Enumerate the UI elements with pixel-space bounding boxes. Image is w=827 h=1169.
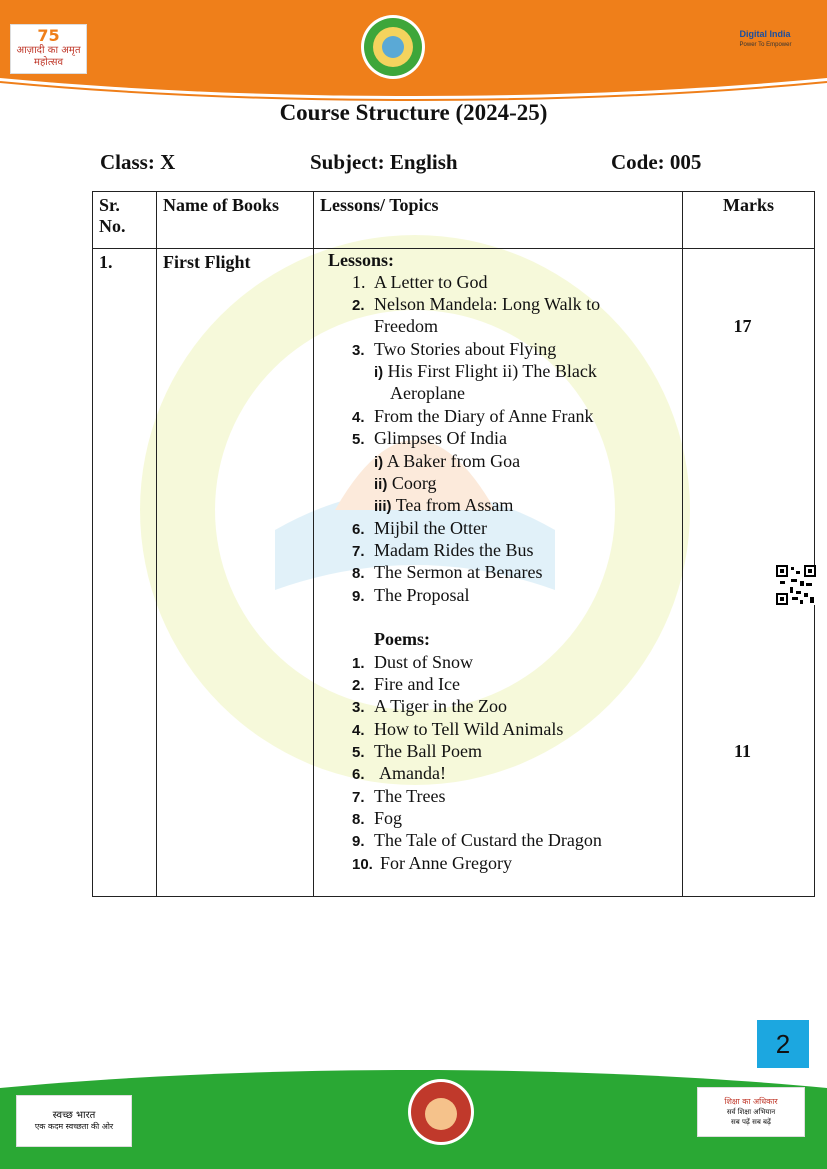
lesson-item: 6. Mijbil the Otter: [352, 518, 487, 538]
page-number-badge: 2: [757, 1020, 809, 1068]
lessons-marks: 17: [733, 316, 752, 336]
lesson-item: 9. The Proposal: [352, 585, 470, 605]
book-name-cell: First Flight: [163, 252, 251, 272]
poem-item: 6. Amanda!: [352, 763, 446, 783]
swachh-bharat-logo: स्वच्छ भारत एक कदम स्वच्छता की ओर: [16, 1095, 132, 1147]
lesson-item: 7. Madam Rides the Bus: [352, 540, 534, 560]
lesson-item: 8. The Sermon at Benares: [352, 562, 543, 582]
lessons-topics-cell: [314, 249, 682, 894]
lesson-item: 2. Nelson Mandela: Long Walk to: [352, 294, 601, 314]
lesson-item: 5. Glimpses Of India: [352, 428, 507, 448]
lesson-item-continuation: Freedom: [374, 316, 438, 336]
qr-code: [776, 565, 816, 605]
poem-item: 8. Fog: [352, 808, 403, 828]
table-header-row: [93, 192, 815, 249]
poem-item: 4. How to Tell Wild Animals: [352, 719, 564, 739]
sr-no-cell: 1.: [99, 252, 113, 272]
lesson-sub-item: i) His First Flight ii) The Black: [374, 361, 597, 381]
table-row: [93, 249, 815, 897]
header-sr-no: Sr. No.: [93, 192, 157, 249]
lesson-sub-item: iii) Tea from Assam: [374, 495, 514, 515]
class-label: Class: X: [100, 150, 176, 174]
lesson-sub-item-continuation: Aeroplane: [390, 383, 465, 403]
poem-item: 9. The Tale of Custard the Dragon: [352, 830, 602, 850]
header-lessons-topics: Lessons/ Topics: [314, 192, 683, 249]
poem-item: 2. Fire and Ice: [352, 674, 460, 694]
lesson-item: 3. Two Stories about Flying: [352, 339, 557, 359]
poem-item: 5. The Ball Poem: [352, 741, 482, 761]
lesson-sub-item: ii) Coorg: [374, 473, 437, 493]
poems-heading: Poems:: [374, 629, 430, 649]
lesson-item: 4. From the Diary of Anne Frank: [352, 406, 594, 426]
lesson-item: 1. A Letter to God: [352, 272, 488, 292]
digital-india-logo: Digital India Power To Empower: [739, 29, 792, 48]
poem-item: 3. A Tiger in the Zoo: [352, 696, 508, 716]
azadi-ka-amrit-mahotsav-logo: 75 आज़ादी का अमृत महोत्सव: [10, 24, 87, 74]
poems-marks: 11: [733, 741, 751, 761]
poem-item: 10. For Anne Gregory: [352, 853, 512, 873]
header-banner: [0, 0, 827, 105]
poem-item: 7. The Trees: [352, 786, 446, 806]
shiksha-ka-adhikar-logo: शिक्षा का अधिकार सर्व शिक्षा अभियान सब पढ़ें सब बढ़ें: [697, 1087, 805, 1137]
subject-label: Subject: English: [310, 150, 458, 174]
page-title: Course Structure (2024-25): [279, 100, 548, 125]
code-label: Code: 005: [611, 150, 702, 174]
lessons-heading: Lessons:: [328, 250, 395, 270]
poem-item: 1. Dust of Snow: [352, 652, 474, 672]
course-structure-table: [92, 191, 815, 897]
lesson-sub-item: i) A Baker from Goa: [374, 451, 521, 471]
header-marks: Marks: [683, 192, 815, 249]
header-name-of-books: Name of Books: [157, 192, 314, 249]
